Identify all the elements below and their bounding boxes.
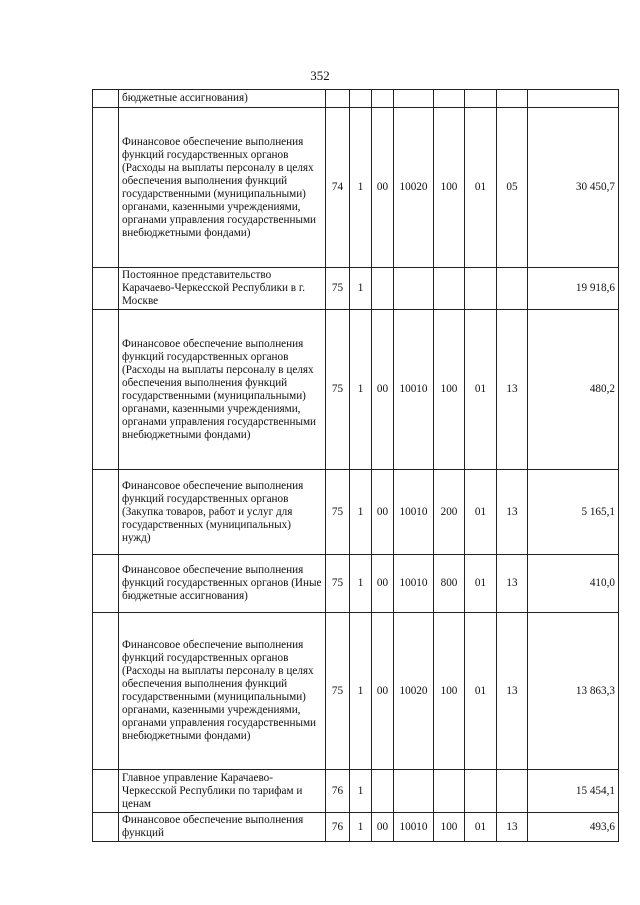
code-cell-4: 10010 bbox=[394, 813, 434, 842]
table-row bbox=[93, 310, 619, 470]
code-cell-1: 76 bbox=[326, 813, 350, 842]
row-index-cell bbox=[93, 470, 119, 555]
code-cell-2: 1 bbox=[350, 108, 372, 268]
row-index-cell bbox=[93, 555, 119, 613]
amount-cell: 15 454,1 bbox=[528, 770, 619, 813]
amount-cell bbox=[528, 90, 619, 108]
description-cell: Финансовое обеспечение выполнения функций государственных органов (Иные бюджетные ассигнования) bbox=[119, 555, 326, 613]
description-cell: Постоянное представительство Карачаево-Черкесской Республики в г. Москве bbox=[119, 268, 326, 310]
row-index-cell bbox=[93, 813, 119, 842]
code-cell-1: 76 bbox=[326, 770, 350, 813]
code-cell-5: 100 bbox=[434, 108, 465, 268]
code-cell-1: 74 bbox=[326, 108, 350, 268]
row-index-cell bbox=[93, 613, 119, 770]
code-cell-2: 1 bbox=[350, 613, 372, 770]
code-cell-3: 00 bbox=[372, 310, 394, 470]
table-row bbox=[93, 470, 619, 555]
table-row bbox=[93, 770, 619, 813]
row-index-cell bbox=[93, 770, 119, 813]
code-cell-6: 01 bbox=[465, 813, 497, 842]
code-cell-5: 100 bbox=[434, 310, 465, 470]
code-cell-6: 01 bbox=[465, 470, 497, 555]
code-cell-1: 75 bbox=[326, 268, 350, 310]
code-cell-4 bbox=[394, 90, 434, 108]
code-cell-6 bbox=[465, 90, 497, 108]
code-cell-1 bbox=[326, 90, 350, 108]
code-cell-6: 01 bbox=[465, 310, 497, 470]
code-cell-6: 01 bbox=[465, 555, 497, 613]
code-cell-2: 1 bbox=[350, 268, 372, 310]
code-cell-5 bbox=[434, 268, 465, 310]
code-cell-5 bbox=[434, 90, 465, 108]
row-index-cell bbox=[93, 108, 119, 268]
code-cell-7 bbox=[497, 90, 528, 108]
description-cell: Главное управление Карачаево-Черкесской Республики по тарифам и ценам bbox=[119, 770, 326, 813]
code-cell-7: 13 bbox=[497, 470, 528, 555]
page-number: 352 bbox=[310, 68, 330, 83]
amount-cell: 13 863,3 bbox=[528, 613, 619, 770]
code-cell-4: 10010 bbox=[394, 310, 434, 470]
code-cell-3: 00 bbox=[372, 613, 394, 770]
code-cell-3 bbox=[372, 90, 394, 108]
code-cell-7: 13 bbox=[497, 813, 528, 842]
code-cell-2: 1 bbox=[350, 470, 372, 555]
code-cell-4: 10010 bbox=[394, 555, 434, 613]
code-cell-7: 13 bbox=[497, 613, 528, 770]
code-cell-6 bbox=[465, 268, 497, 310]
row-index-cell bbox=[93, 268, 119, 310]
code-cell-1: 75 bbox=[326, 555, 350, 613]
code-cell-3 bbox=[372, 268, 394, 310]
description-cell: Финансовое обеспечение выполнения функций государственных органов (Закупка товаров, работ и услуг для государственных (муниципальных) нужд) bbox=[119, 470, 326, 555]
code-cell-7: 13 bbox=[497, 310, 528, 470]
code-cell-1: 75 bbox=[326, 613, 350, 770]
amount-cell: 493,6 bbox=[528, 813, 619, 842]
row-index-cell bbox=[93, 310, 119, 470]
code-cell-2: 1 bbox=[350, 310, 372, 470]
table-row bbox=[93, 555, 619, 613]
code-cell-1: 75 bbox=[326, 310, 350, 470]
code-cell-3: 00 bbox=[372, 108, 394, 268]
code-cell-3 bbox=[372, 770, 394, 813]
code-cell-6 bbox=[465, 770, 497, 813]
table-row bbox=[93, 613, 619, 770]
description-cell: Финансовое обеспечение выполнения функций государственных органов (Расходы на выплаты персоналу в целях обеспечения выполнения функций государственными (муниципальными) органами, казенными учреждениями, органами управления государственными внебюджетными фондами) bbox=[119, 108, 326, 268]
amount-cell: 480,2 bbox=[528, 310, 619, 470]
code-cell-5: 800 bbox=[434, 555, 465, 613]
code-cell-7: 05 bbox=[497, 108, 528, 268]
code-cell-4 bbox=[394, 268, 434, 310]
code-cell-2: 1 bbox=[350, 555, 372, 613]
code-cell-2: 1 bbox=[350, 770, 372, 813]
table-row bbox=[93, 813, 619, 842]
code-cell-3: 00 bbox=[372, 470, 394, 555]
description-cell: Финансовое обеспечение выполнения функций bbox=[119, 813, 326, 842]
code-cell-7 bbox=[497, 770, 528, 813]
table-row bbox=[93, 90, 619, 108]
code-cell-3: 00 bbox=[372, 555, 394, 613]
description-cell: Финансовое обеспечение выполнения функций государственных органов (Расходы на выплаты персоналу в целях обеспечения выполнения функций государственными (муниципальными) органами, казенными учреждениями, органами управления государственными внебюджетными фондами) bbox=[119, 310, 326, 470]
amount-cell: 5 165,1 bbox=[528, 470, 619, 555]
code-cell-7: 13 bbox=[497, 555, 528, 613]
code-cell-5: 200 bbox=[434, 470, 465, 555]
table-row bbox=[93, 268, 619, 310]
amount-cell: 410,0 bbox=[528, 555, 619, 613]
code-cell-3: 00 bbox=[372, 813, 394, 842]
budget-allocation-table bbox=[92, 89, 619, 842]
code-cell-5 bbox=[434, 770, 465, 813]
code-cell-7 bbox=[497, 268, 528, 310]
description-cell: Финансовое обеспечение выполнения функций государственных органов (Расходы на выплаты персоналу в целях обеспечения выполнения функций государственными (муниципальными) органами, казенными учреждениями, органами управления государственными внебюджетными фондами) bbox=[119, 613, 326, 770]
code-cell-4 bbox=[394, 770, 434, 813]
code-cell-2 bbox=[350, 90, 372, 108]
code-cell-6: 01 bbox=[465, 613, 497, 770]
code-cell-6: 01 bbox=[465, 108, 497, 268]
code-cell-5: 100 bbox=[434, 813, 465, 842]
code-cell-2: 1 bbox=[350, 813, 372, 842]
amount-cell: 19 918,6 bbox=[528, 268, 619, 310]
code-cell-1: 75 bbox=[326, 470, 350, 555]
amount-cell: 30 450,7 bbox=[528, 108, 619, 268]
table-row bbox=[93, 108, 619, 268]
row-index-cell bbox=[93, 90, 119, 108]
code-cell-4: 10020 bbox=[394, 108, 434, 268]
code-cell-4: 10020 bbox=[394, 613, 434, 770]
code-cell-5: 100 bbox=[434, 613, 465, 770]
description-cell: бюджетные ассигнования) bbox=[119, 90, 326, 108]
code-cell-4: 10010 bbox=[394, 470, 434, 555]
